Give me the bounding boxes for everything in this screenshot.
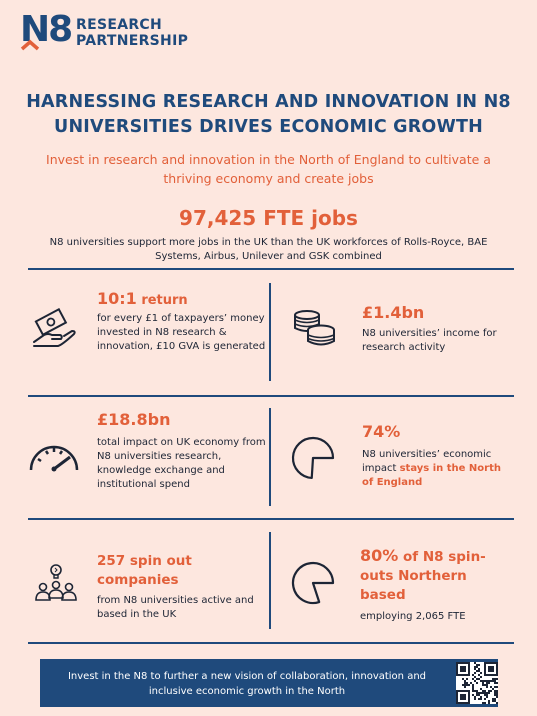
logo-line-2: PARTNERSHIP <box>76 33 189 49</box>
divider-middle-2 <box>28 518 514 520</box>
north-value: 74% <box>362 422 401 441</box>
jobs-value: 97,425 FTE jobs <box>179 206 358 230</box>
divider-top <box>28 268 514 270</box>
impact-description: total impact on UK economy from N8 universities research, knowledge exchange and institutional spend <box>97 437 266 490</box>
qr-code-icon[interactable] <box>456 662 498 704</box>
logo-n8: N8 <box>20 9 72 50</box>
return-value: 10:1 return <box>97 289 188 308</box>
page-title: HARNESSING RESEARCH AND INNOVATION IN N8 UNIVERSITIES DRIVES ECONOMIC GROWTH <box>26 92 511 137</box>
impact-value: £18.8bn <box>97 410 171 429</box>
spinouts-value: 257 spin out companies <box>97 553 192 588</box>
page-subtitle: Invest in research and innovation in the North of England to cultivate a thriving economy and create jobs <box>46 152 491 186</box>
northern-spinouts-value: 80% of N8 spin-outs Northern based <box>360 546 486 603</box>
chevron-up-icon <box>20 39 40 51</box>
speedometer-icon <box>28 442 80 472</box>
pie-chart-icon <box>290 560 338 606</box>
n8-logo-mark <box>20 9 72 51</box>
logo-text <box>76 17 188 49</box>
footer-banner <box>40 659 498 707</box>
divider-middle-1 <box>28 395 514 397</box>
brand-logo <box>20 9 189 51</box>
northern-spinouts-description: employing 2,065 FTE <box>360 611 466 622</box>
coins-icon <box>291 308 339 348</box>
north-description: N8 universities’ economic impact stays in the North of England <box>362 449 501 488</box>
logo-line-1: RESEARCH <box>76 17 162 33</box>
people-idea-icon <box>34 563 78 603</box>
jobs-description: N8 universities support more jobs in the UK than the UK workforces of Rolls-Royce, BAE Systems, Airbus, Unilever and GSK combined <box>49 237 488 262</box>
pie-chart-icon <box>290 435 338 481</box>
income-value: £1.4bn <box>362 303 425 322</box>
income-description: N8 universities’ income for research activity <box>362 328 497 353</box>
money-hand-icon <box>30 308 78 350</box>
return-description: for every £1 of taxpayers’ money invested in N8 research & innovation, £10 GVA is generated <box>97 313 266 352</box>
divider-vertical-1 <box>269 283 271 381</box>
spinouts-description: from N8 universities active and based in the UK <box>97 595 254 620</box>
divider-bottom <box>28 642 514 644</box>
footer-text: Invest in the N8 to further a new vision of collaboration, innovation and inclusive economic growth in the North <box>67 671 427 697</box>
divider-vertical-2 <box>269 408 271 506</box>
divider-vertical-3 <box>269 532 271 629</box>
